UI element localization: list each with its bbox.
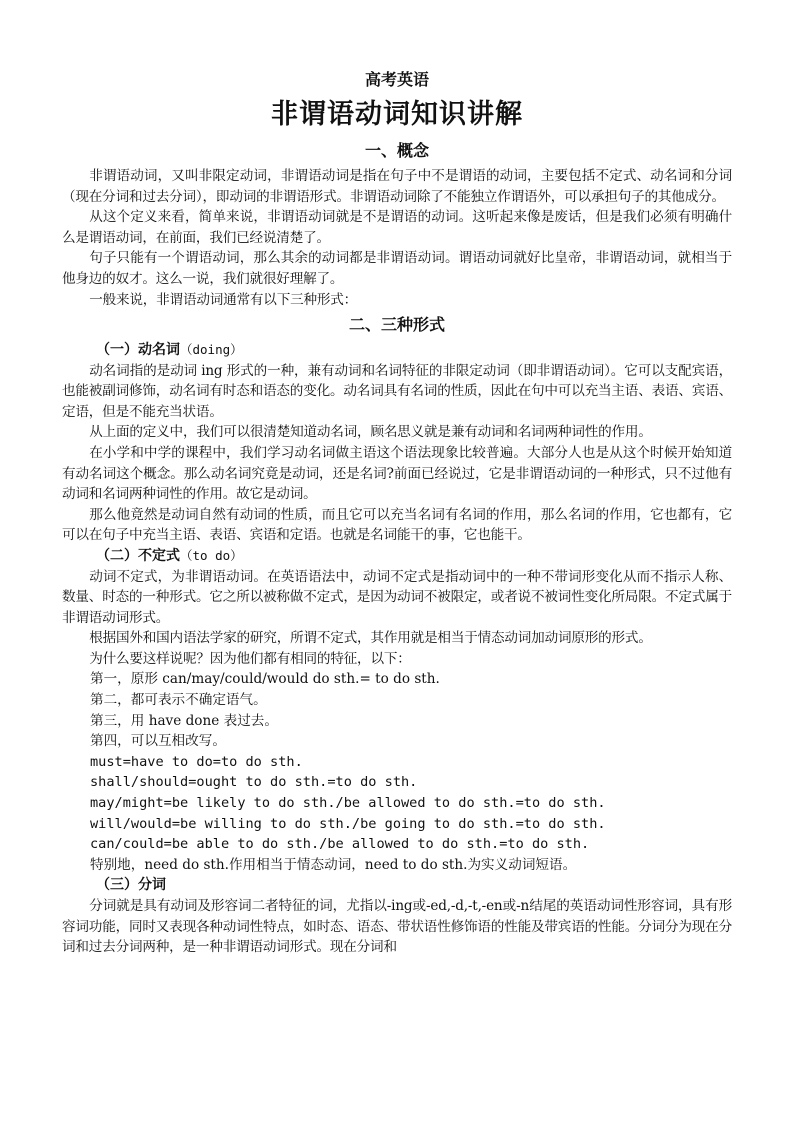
subheading-infinitive-label: （二）不定式 <box>96 548 180 564</box>
subheading-gerund <box>62 340 732 361</box>
document-subtitle: 高考英语 <box>364 70 429 89</box>
subheading-gerund-en: （doing） <box>180 342 243 358</box>
note-line: 特别地，need do sth.作用相当于情态动词，need to do sth.为实义动词短语。 <box>90 856 577 873</box>
paragraph: 动词不定式，为非谓语动词。在英语语法中，动词不定式是指动词中的一种不带词形变化从而不指示人称、数量、时态的一种形式。它之所以被称做不定式，是因为动词不被限定，或者说不被词性变化所局限。不定式属于非谓语动词形式。 <box>62 568 732 626</box>
paragraph: 动名词指的是动词 ing 形式的一种，兼有动词和名词特征的非限定动词（即非谓语动词）。它可以支配宾语，也能被副词修饰，动名词有时态和语态的变化。动名词具有名词的性质，因此在句中可以充当主语、表语、宾语、定语，但是不能充当状语。 <box>62 362 732 420</box>
subheading-infinitive-en: （to do） <box>180 548 243 563</box>
subheading-infinitive <box>62 546 732 567</box>
subheading-gerund-label: （一）动名词 <box>96 342 180 359</box>
section-heading-concept: 一、概念 <box>364 141 429 160</box>
example-line: must=have to do=to do sth. <box>90 753 303 770</box>
document-title: 非谓语动词知识讲解 <box>271 99 523 130</box>
paragraph: 一般来说，非谓语动词通常有以下三种形式： <box>89 291 358 308</box>
section-heading-forms: 二、三种形式 <box>348 315 445 335</box>
list-item: 第四，可以互相改写。 <box>90 733 226 750</box>
paragraph: 分词就是具有动词及形容词二者特征的词，尤指以-ing或-ed,-d,-t,-en或-n结尾的英语动词性形容词，具有形容词功能，同时又表现各种动词性特点，如时态、语态、带状语性修饰语的性能及带宾语的性能。分词分为现在分词和过去分词两种，是一种非谓语动词形式。现在分词和 <box>62 897 732 956</box>
paragraph: 在小学和中学的课程中，我们学习动名词做主语这个语法现象比较普遍。大部分人也是从这个时候开始知道有动名词这个概念。那么动名词究竟是动词，还是名词?前面已经说过，它是非谓语动词的一种形式，只不过他有动词和名词两种词性的作用。故它是动词。 <box>62 445 732 503</box>
list-item: 第一，原形 can/may/could/would do sth.= to do sth. <box>90 671 440 688</box>
list-item: 第二，都可表示不确定语气。 <box>90 692 267 709</box>
example-line: may/might=be likely to do sth./be allowed to do sth.=to do sth. <box>90 795 606 812</box>
example-line: can/could=be able to do sth./be allowed to do sth.=to do sth. <box>90 836 590 853</box>
paragraph: 从这个定义来看，简单来说，非谓语动词就是不是谓语的动词。这听起来像是废话，但是我们必须有明确什么是谓语动词，在前面，我们已经说清楚了。 <box>62 209 732 246</box>
paragraph: 非谓语动词，又叫非限定动词，非谓语动词是指在句子中不是谓语的动词，主要包括不定式、动名词和分词（现在分词和过去分词），即动词的非谓语形式。非谓语动词除了不能独立作谓语外，可以承担句子的其他成分。 <box>62 168 732 205</box>
paragraph: 那么他竟然是动词自然有动词的性质，而且它可以充当名词有名词的作用，那么名词的作用，它也都有，它可以在句子中充当主语、表语、宾语和定语。也就是名词能干的事，它也能干。 <box>62 506 732 544</box>
list-item: 第三，用 have done 表过去。 <box>90 712 278 729</box>
subheading-participle: （三）分词 <box>96 877 166 894</box>
paragraph: 根据国外和国内语法学家的研究，所谓不定式，其作用就是相当于情态动词加动词原形的形式。 <box>89 630 652 647</box>
document-body <box>62 68 732 958</box>
paragraph: 句子只能有一个谓语动词，那么其余的动词都是非谓语动词。谓语动词就好比皇帝，非谓语动词，就相当于他身边的奴才。这么一说，我们就很好理解了。 <box>62 250 732 287</box>
paragraph: 为什么要这样说呢？因为他们都有相同的特征，以下： <box>89 650 411 667</box>
example-line: will/would=be willing to do sth./be going to do sth.=to do sth. <box>90 815 606 832</box>
example-line: shall/should=ought to do sth.=to do sth. <box>90 774 418 791</box>
paragraph: 从上面的定义中，我们可以很清楚知道动名词，顾名思义就是兼有动词和名词两种词性的作用。 <box>89 424 652 441</box>
